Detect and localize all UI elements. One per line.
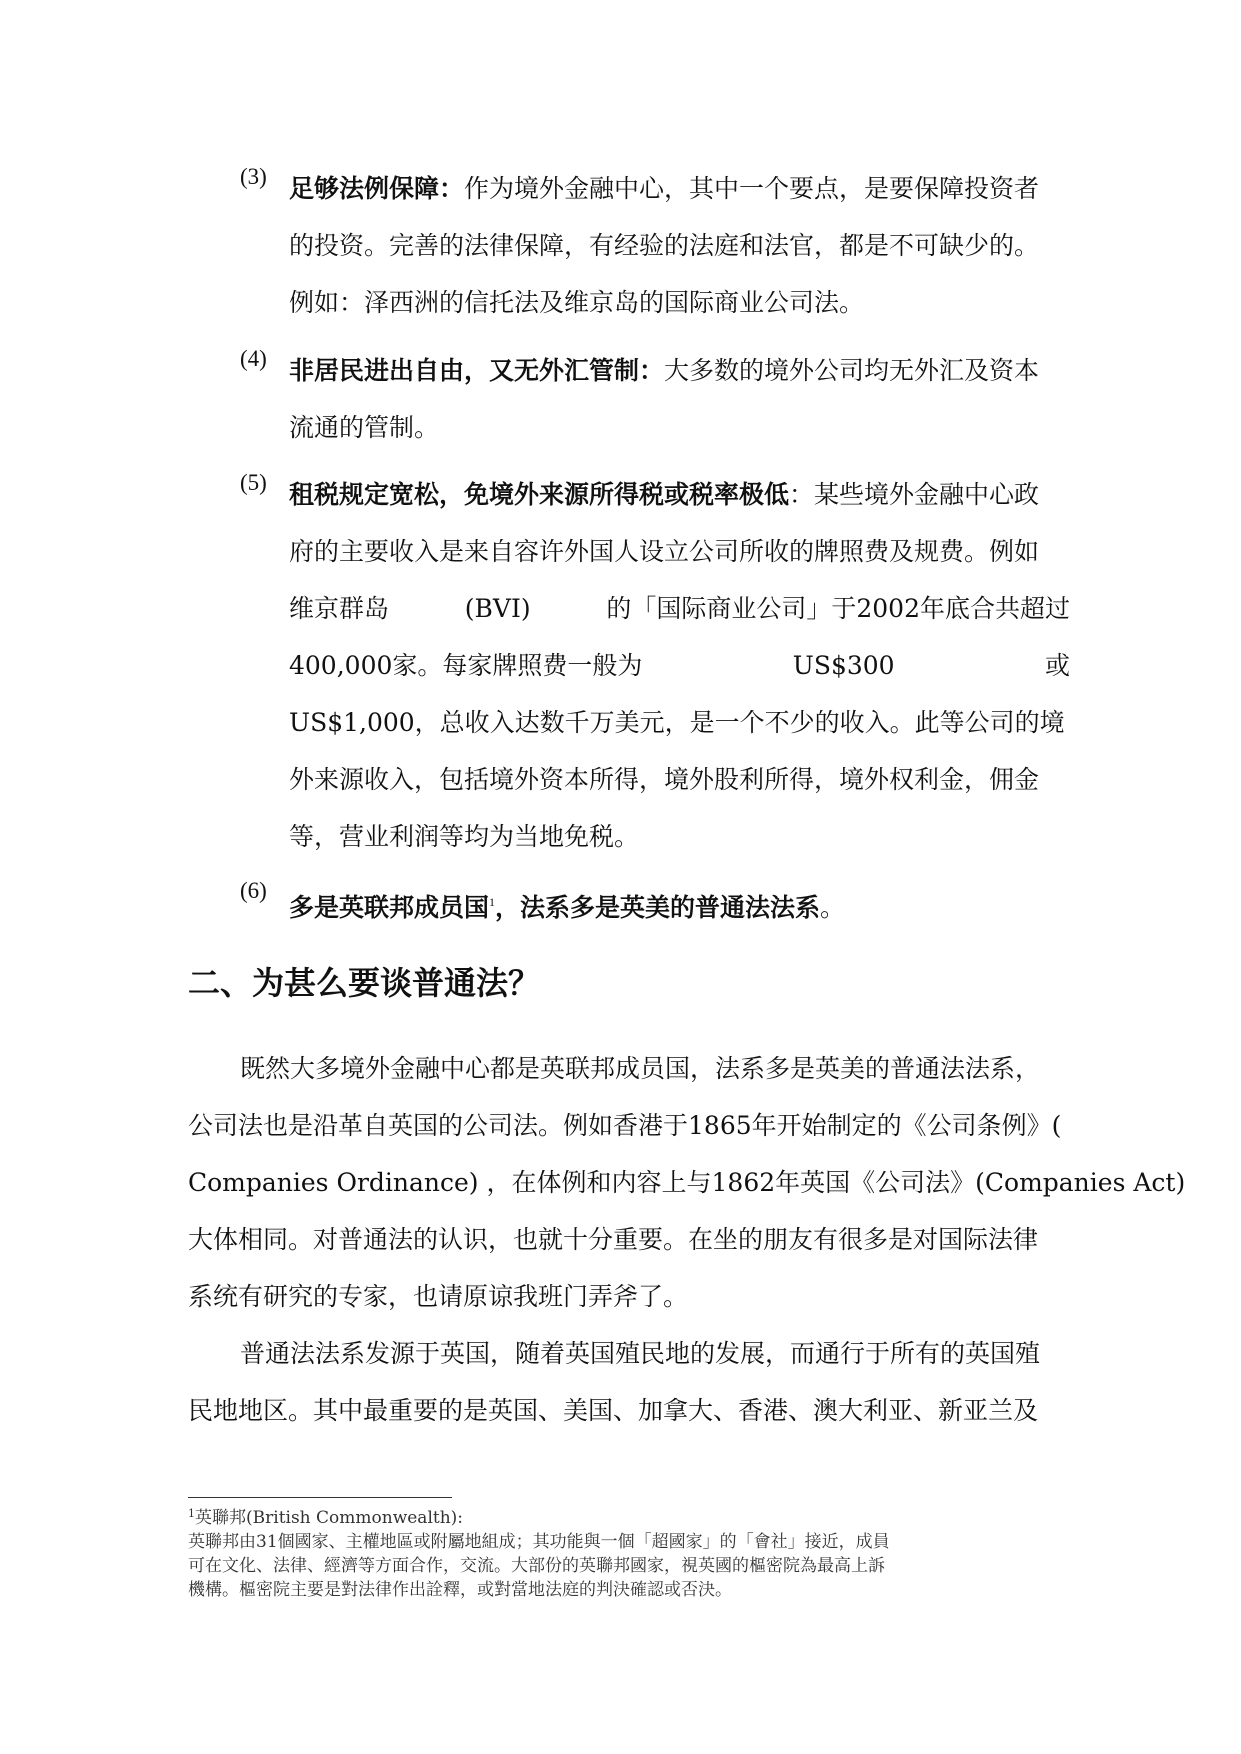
item-number: (3) — [240, 164, 267, 189]
item-text: ：某些境外金融中心政 — [789, 480, 1040, 509]
item-text: 作为境外金融中心，其中一个要点，是要保障投资者 — [464, 174, 1040, 203]
item-body — [289, 342, 1070, 456]
item-text: 大多数的境外公司均无外汇及资本 — [664, 356, 1040, 385]
paragraph-1 — [188, 1040, 1186, 1325]
section-heading: 二、为甚么要谈普通法？ — [188, 964, 541, 1002]
item-text: 流通的管制。 — [289, 413, 440, 442]
paragraph-first-line: 既然大多境外金融中心都是英联邦成员国，法系多是英美的普通法法系， — [240, 1054, 1041, 1083]
item-text: 的投资。完善的法律保障，有经验的法庭和法官，都是不可缺少的。 — [289, 231, 1040, 260]
paragraph-line: Companies Ordinance) ，在体例和内容上与1862年英国《公司法》(Companies Act) — [188, 1168, 1186, 1197]
paragraph-2 — [188, 1325, 1058, 1439]
item-heading-cont: ，法系多是英美的普通法法系 — [495, 893, 821, 922]
item-text: 。 — [820, 893, 846, 922]
item-heading: 非居民进出自由，又无外汇管制： — [289, 356, 665, 385]
footnote — [188, 1502, 1058, 1602]
text-segment: 维京群岛 — [289, 594, 390, 623]
item-text: 例如：泽西洲的信托法及维京岛的国际商业公司法。 — [289, 288, 865, 317]
item-body — [289, 874, 1070, 931]
text-segment: US$300 — [792, 651, 895, 680]
item-heading: 多是英联邦成员国 — [289, 893, 490, 922]
item-heading: 足够法例保障： — [289, 174, 465, 203]
footnote-separator — [188, 1497, 452, 1498]
item-body — [289, 160, 1070, 331]
item-text: 府的主要收入是来自容许外国人设立公司所收的牌照费及规费。例如 — [289, 537, 1040, 566]
item-text: US$1,000，总收入达数千万美元，是一个不少的收入。此等公司的境 — [289, 708, 1065, 737]
paragraph-line: 公司法也是沿革自英国的公司法。例如香港于1865年开始制定的《公司条例》( — [188, 1111, 1062, 1140]
item-heading: 租税规定宽松，免境外来源所得税或税率极低 — [289, 480, 790, 509]
item-text-justified — [289, 580, 1070, 637]
paragraph-first-line: 普通法法系发源于英国，随着英国殖民地的发展，而通行于所有的英国殖 — [240, 1339, 1041, 1368]
text-segment: (BVI) — [464, 594, 531, 623]
item-text-justified — [289, 637, 1070, 694]
item-number: (4) — [240, 346, 267, 371]
footnote-title: 英聯邦(British Commonwealth): — [195, 1508, 464, 1528]
footnote-line: 可在文化、法律、經濟等方面合作，交流。大部份的英聯邦國家，視英國的樞密院為最高上訴 — [188, 1556, 885, 1576]
footnote-number: 1 — [188, 1507, 195, 1520]
item-text: 外来源收入，包括境外资本所得，境外股利所得，境外权利金，佣金 — [289, 765, 1040, 794]
item-number: (5) — [240, 470, 267, 495]
text-segment: 的「国际商业公司」于2002年底合共超过 — [606, 594, 1070, 623]
text-segment: 或 — [1044, 651, 1070, 680]
footnote-line: 機構。樞密院主要是對法律作出詮釋，或對當地法庭的判決確認或否決。 — [188, 1580, 732, 1600]
paragraph-line: 民地地区。其中最重要的是英国、美国、加拿大、香港、澳大利亚、新亚兰及 — [188, 1396, 1039, 1425]
paragraph-line: 系统有研究的专家，也请原谅我班门弄斧了。 — [188, 1282, 689, 1311]
item-number: (6) — [240, 878, 267, 903]
text-segment: 400,000家。每家牌照费一般为 — [289, 651, 643, 680]
paragraph-line: 大体相同。对普通法的认识，也就十分重要。在坐的朋友有很多是对国际法律 — [188, 1225, 1039, 1254]
footnote-ref[interactable]: 1 — [489, 895, 496, 909]
item-body — [289, 466, 1070, 865]
item-text: 等，营业利润等均为当地免税。 — [289, 822, 640, 851]
footnote-line: 英聯邦由31個國家、主權地區或附屬地組成；其功能與一個「超國家」的「會社」接近，成員 — [188, 1532, 890, 1552]
